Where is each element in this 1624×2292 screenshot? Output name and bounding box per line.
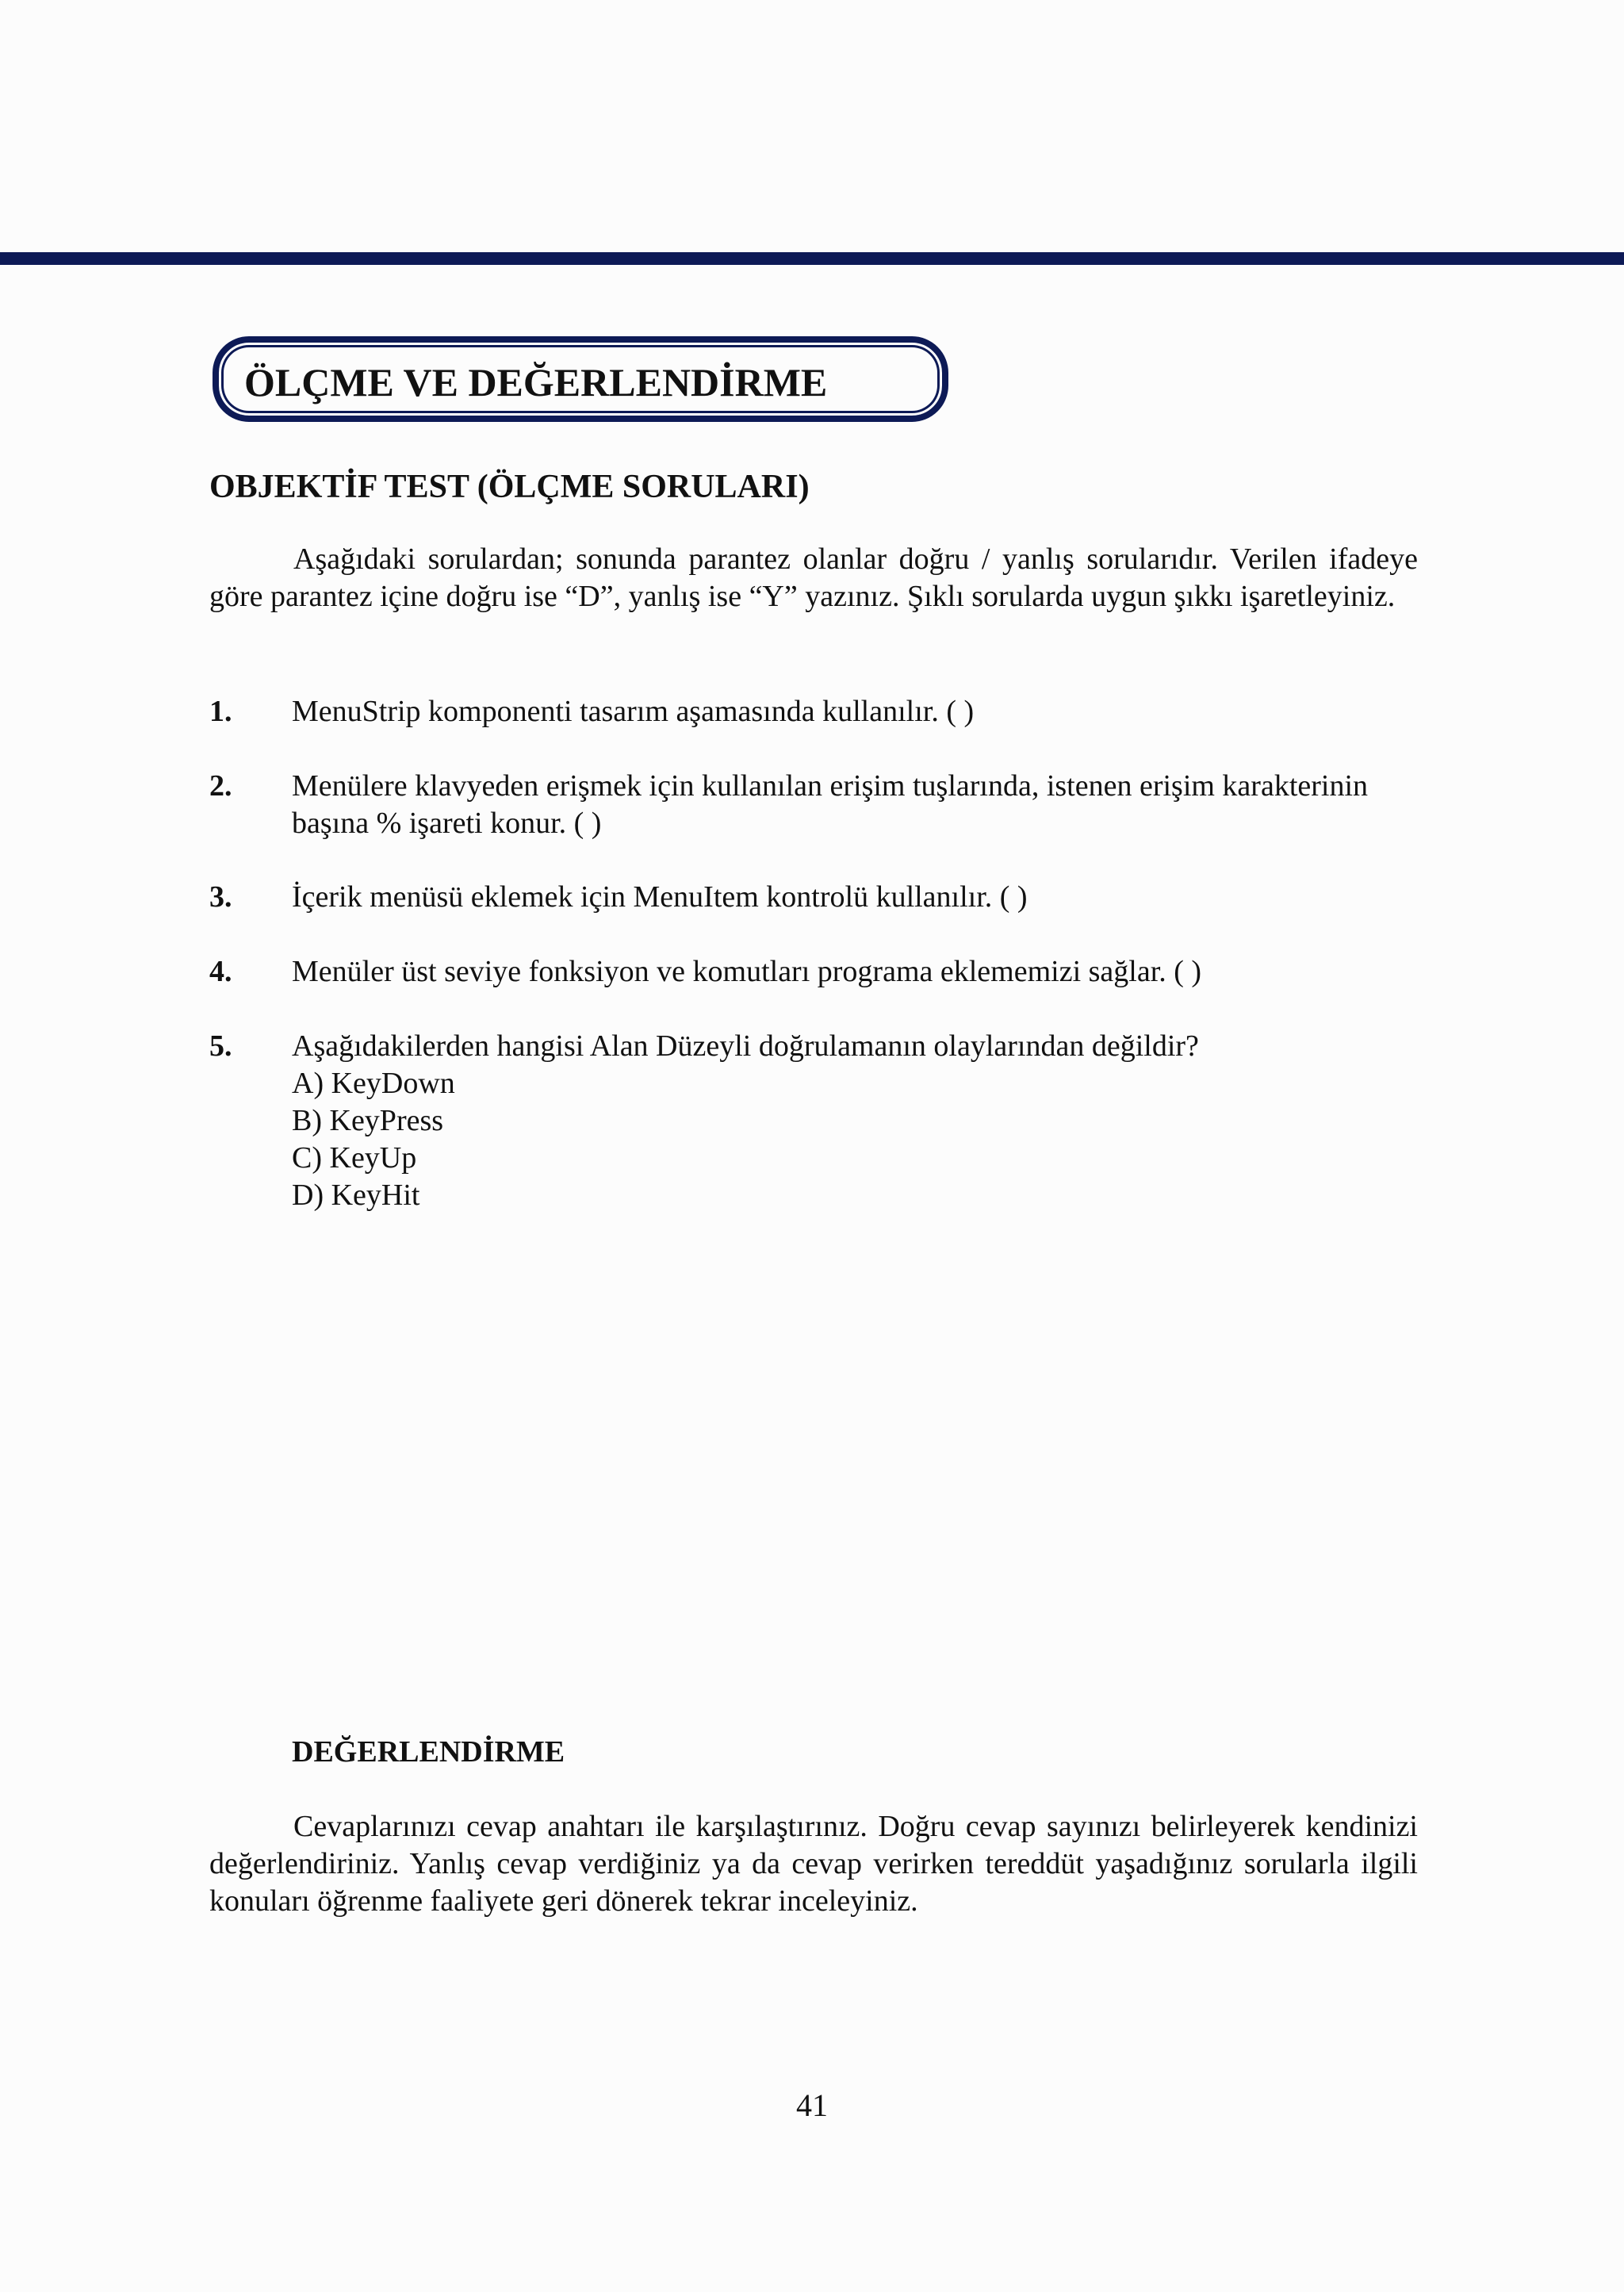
question-text: Menüler üst seviye fonksiyon ve komutları programa eklememizi sağlar. ( ) <box>292 955 1202 988</box>
question-2 <box>209 768 1418 842</box>
question-1 <box>209 693 1418 730</box>
evaluation-heading: DEĞERLENDİRME <box>292 1735 565 1769</box>
instructions-paragraph <box>209 541 1418 615</box>
question-number: 2. <box>209 769 232 803</box>
question-5 <box>209 1028 1418 1214</box>
question-number: 1. <box>209 695 232 728</box>
question-number: 3. <box>209 880 232 914</box>
instructions-text: Aşağıdaki sorulardan; sonunda parantez olanlar doğru / yanlış sorularıdır. Verilen ifadeye göre parantez içine doğru ise “D”, yanlış ise “Y” yazınız. Şıklı sorularda uygun şıkkı işaretleyiniz. <box>209 542 1418 613</box>
option-d: D) KeyHit <box>292 1179 420 1212</box>
subtitle: OBJEKTİF TEST (ÖLÇME SORULARI) <box>209 469 810 505</box>
option-c: C) KeyUp <box>292 1141 417 1175</box>
section-title: ÖLÇME VE DEĞERLENDİRME <box>244 360 828 404</box>
question-3 <box>209 879 1418 916</box>
option-b: B) KeyPress <box>292 1104 444 1137</box>
evaluation-paragraph <box>209 1808 1418 1920</box>
question-text <box>292 1028 1418 1214</box>
section-title-box <box>213 336 948 422</box>
question-4 <box>209 953 1418 991</box>
question-stem: Aşağıdakilerden hangisi Alan Düzeyli doğrulamanın olaylarından değildir? <box>292 1029 1199 1063</box>
option-a: A) KeyDown <box>292 1067 455 1100</box>
evaluation-text: Cevaplarınızı cevap anahtarı ile karşılaştırınız. Doğru cevap sayınızı belirleyerek kendinizi değerlendiriniz. Yanlış cevap verdiğiniz ya da cevap verirken tereddüt yaşadığınız sorularla ilgili konuları öğrenme faaliyete geri dönerek tekrar inceleyiniz. <box>209 1810 1418 1918</box>
question-text: MenuStrip komponenti tasarım aşamasında kullanılır. ( ) <box>292 695 975 728</box>
question-text: İçerik menüsü eklemek için MenuItem kontrolü kullanılır. ( ) <box>292 880 1028 914</box>
question-text: Menülere klavyeden erişmek için kullanılan erişim tuşlarında, istenen erişim karakterinin başına % işareti konur. ( ) <box>292 769 1369 840</box>
question-number: 4. <box>209 955 232 988</box>
header-rule <box>0 252 1624 265</box>
page-number: 41 <box>796 2087 828 2123</box>
question-number: 5. <box>209 1029 232 1063</box>
